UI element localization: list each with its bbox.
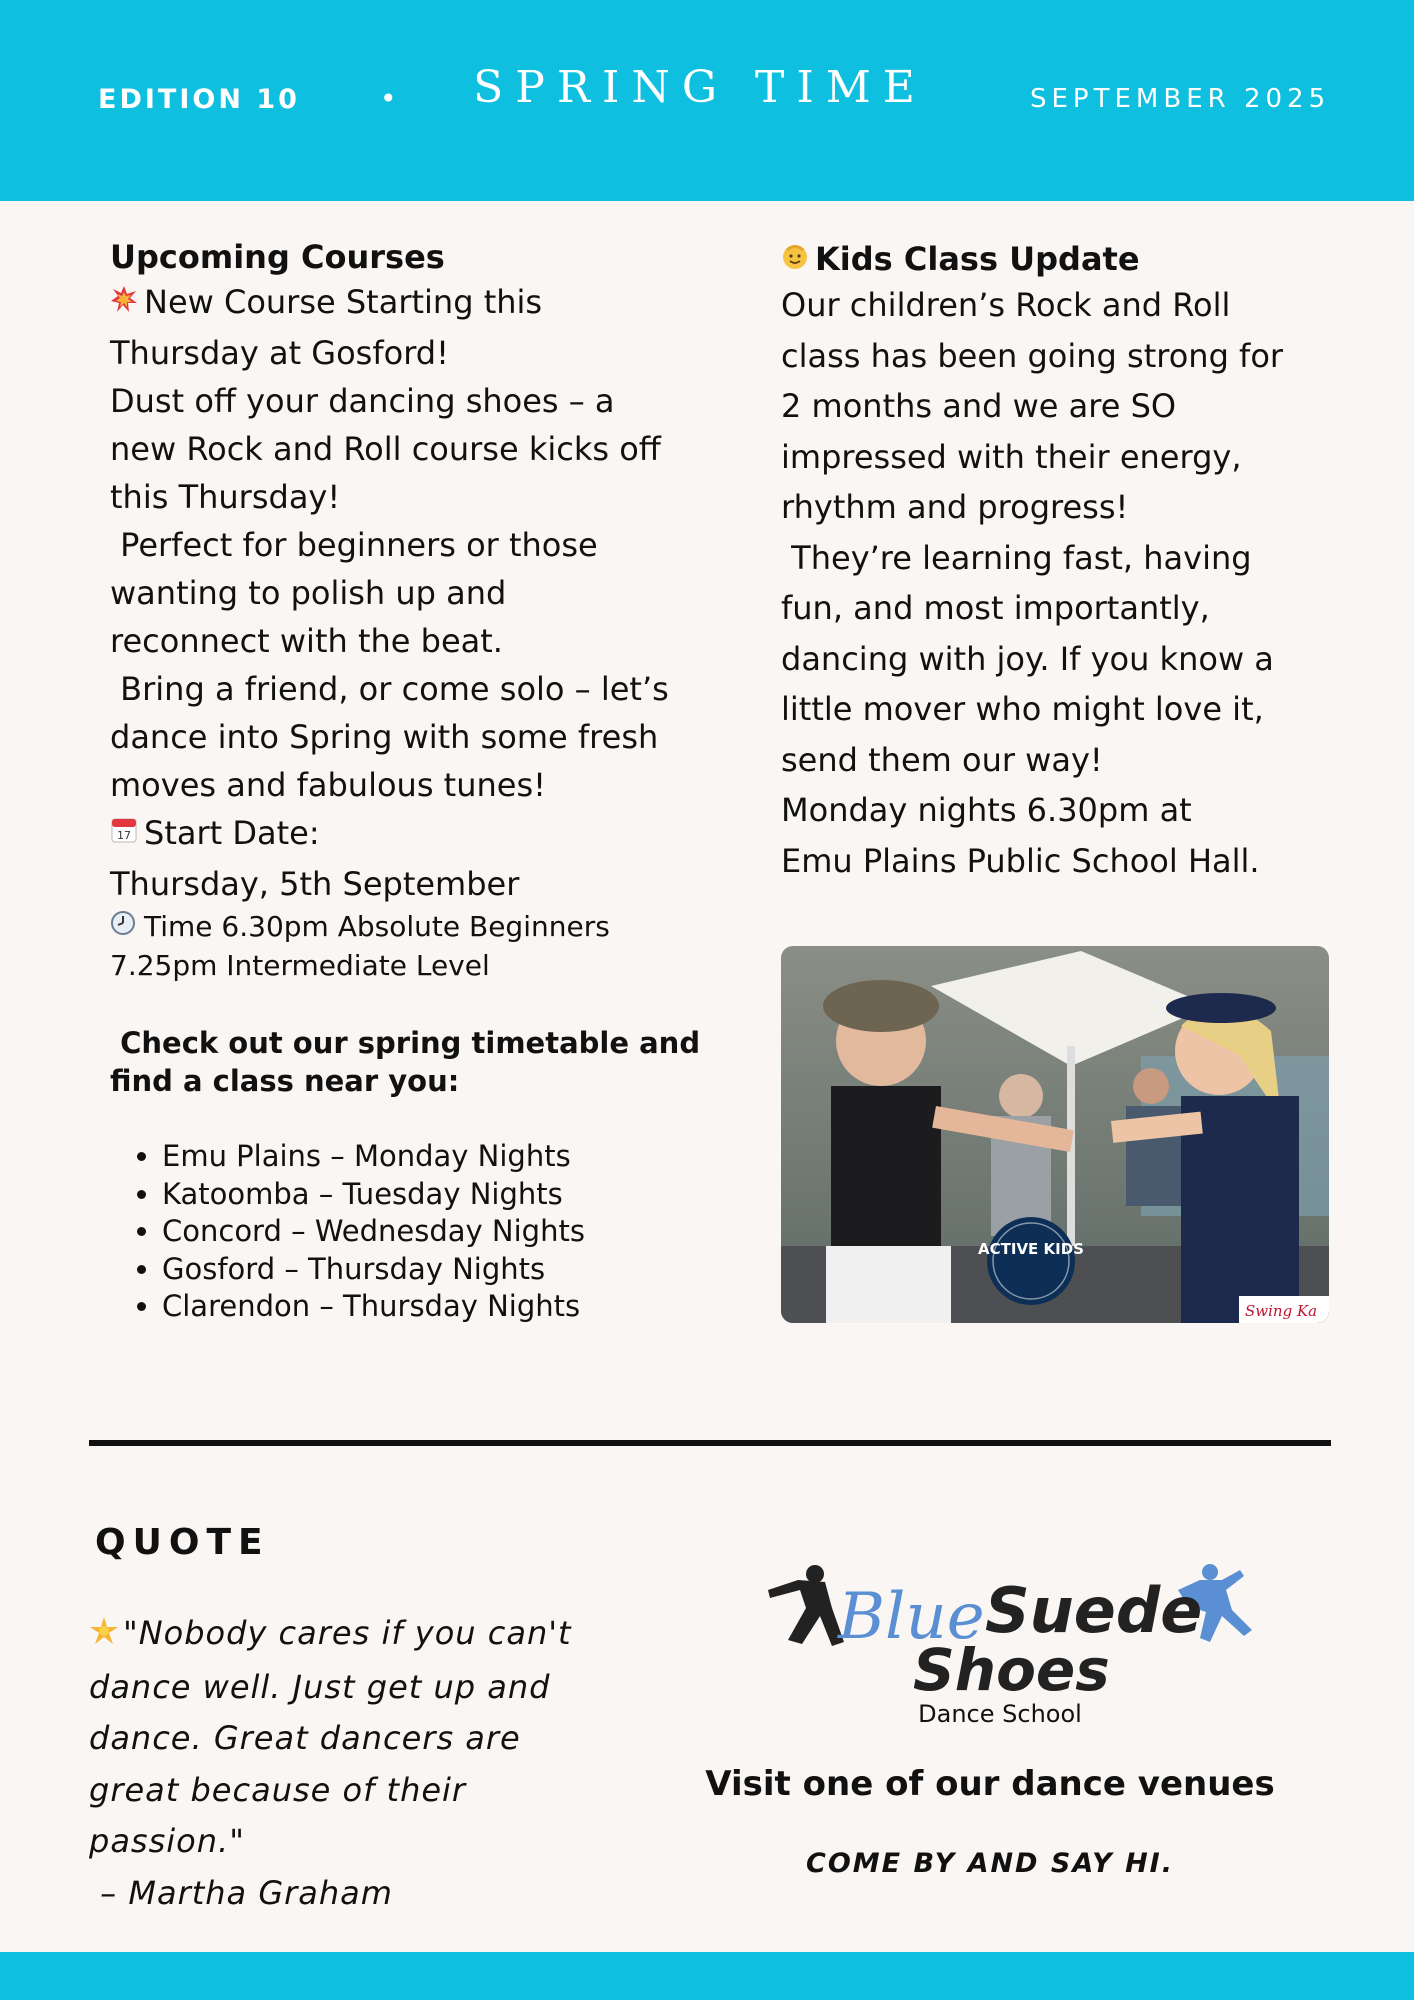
class-times-line2: 7.25pm Intermediate Level (110, 949, 490, 982)
new-course-line: New Course Starting this (110, 278, 720, 329)
kids-text: little mover who might love it, (781, 690, 1264, 728)
photo-watermark: Swing Ka (1245, 1302, 1318, 1320)
active-kids-badge-text: ACTIVE KIDS (978, 1240, 1084, 1258)
list-item: • Katoomba – Tuesday Nights (162, 1176, 720, 1214)
school-subtitle: Dance School (918, 1700, 1082, 1728)
kids-class-section (781, 240, 1341, 886)
kids-text: class has been going strong for (781, 336, 1284, 375)
course-text: wanting to polish up and (110, 574, 507, 612)
svg-text:17: 17 (117, 829, 131, 842)
clock-icon (110, 910, 144, 947)
list-item: • Clarendon – Thursday Nights (162, 1288, 720, 1326)
timetable-callout (110, 1024, 720, 1100)
kids-text: fun, and most importantly, (781, 589, 1210, 627)
kids-text: 2 months and we are SO (781, 387, 1177, 425)
quote-line: "Nobody cares if you can't (89, 1608, 649, 1662)
newsletter-title: SPRING TIME (473, 62, 927, 113)
kids-dancing-photo (781, 946, 1329, 1323)
issue-date: SEPTEMBER 2025 (1030, 84, 1331, 114)
callout-line: find a class near you: (110, 1064, 460, 1098)
courses-heading: Upcoming Courses (110, 238, 445, 276)
dancer-silhouette-left-icon (768, 1565, 844, 1646)
quote-line: great because of their (89, 1770, 467, 1809)
header-band (0, 0, 1414, 201)
edition-label: EDITION 10 (98, 84, 300, 115)
callout-line: Check out our spring timetable and (110, 1026, 701, 1060)
course-text: dance into Spring with some fresh (110, 718, 659, 756)
logo-word-shoes: Shoes (913, 1636, 1110, 1704)
visit-callout: Visit one of our dance venues (705, 1764, 1275, 1804)
star-icon (89, 1610, 123, 1662)
kids-text: dancing with joy. If you know a (781, 639, 1274, 678)
list-item: • Emu Plains – Monday Nights (162, 1138, 720, 1176)
kids-text: rhythm and progress! (781, 488, 1129, 526)
course-text: Dust off your dancing shoes – a (110, 382, 615, 420)
footer-band (0, 1952, 1414, 2000)
course-text: this Thursday! (110, 478, 341, 516)
upcoming-courses-section (110, 238, 720, 1326)
calendar-icon (110, 812, 144, 860)
kids-text: send them our way! (781, 740, 1103, 779)
child-face-icon (781, 242, 815, 277)
new-course-line2: Thursday at Gosford! (110, 334, 449, 372)
quote-heading: QUOTE (95, 1522, 270, 1563)
kids-text: Our children’s Rock and Roll (781, 286, 1231, 324)
course-text: reconnect with the beat. (110, 622, 503, 660)
kids-venue: Emu Plains Public School Hall. (781, 841, 1260, 880)
come-by-callout: COME BY AND SAY HI. (806, 1848, 1174, 1879)
logo-word-blue: Blue (838, 1580, 985, 1654)
kids-text: impressed with their energy, (781, 437, 1242, 476)
quote-line: dance. Great dancers are (89, 1719, 521, 1757)
kids-text: They’re learning fast, having (781, 538, 1252, 577)
quote-author: – Martha Graham (89, 1873, 393, 1912)
start-date-label: 17 Start Date: (110, 809, 720, 860)
quote-text (89, 1608, 649, 1919)
course-text: Bring a friend, or come solo – let’s (110, 670, 669, 708)
list-item: • Concord – Wednesday Nights (162, 1213, 720, 1251)
logo-word-suede: Suede (985, 1574, 1203, 1647)
list-item: • Gosford – Thursday Nights (162, 1251, 720, 1289)
kids-heading: Kids Class Update (781, 240, 1341, 278)
start-date: Thursday, 5th September (110, 865, 520, 903)
section-divider (89, 1440, 1331, 1446)
class-times: Time 6.30pm Absolute Beginners (110, 908, 720, 947)
venue-list (110, 1138, 720, 1326)
quote-line: passion." (89, 1822, 245, 1860)
collision-icon (110, 281, 144, 329)
kids-schedule: Monday nights 6.30pm at (781, 791, 1192, 829)
course-text: moves and fabulous tunes! (110, 766, 546, 804)
header-separator: • (380, 82, 397, 115)
course-text: Perfect for beginners or those (110, 526, 598, 564)
quote-line: dance well. Just get up and (89, 1667, 551, 1706)
course-text: new Rock and Roll course kicks off (110, 430, 661, 468)
